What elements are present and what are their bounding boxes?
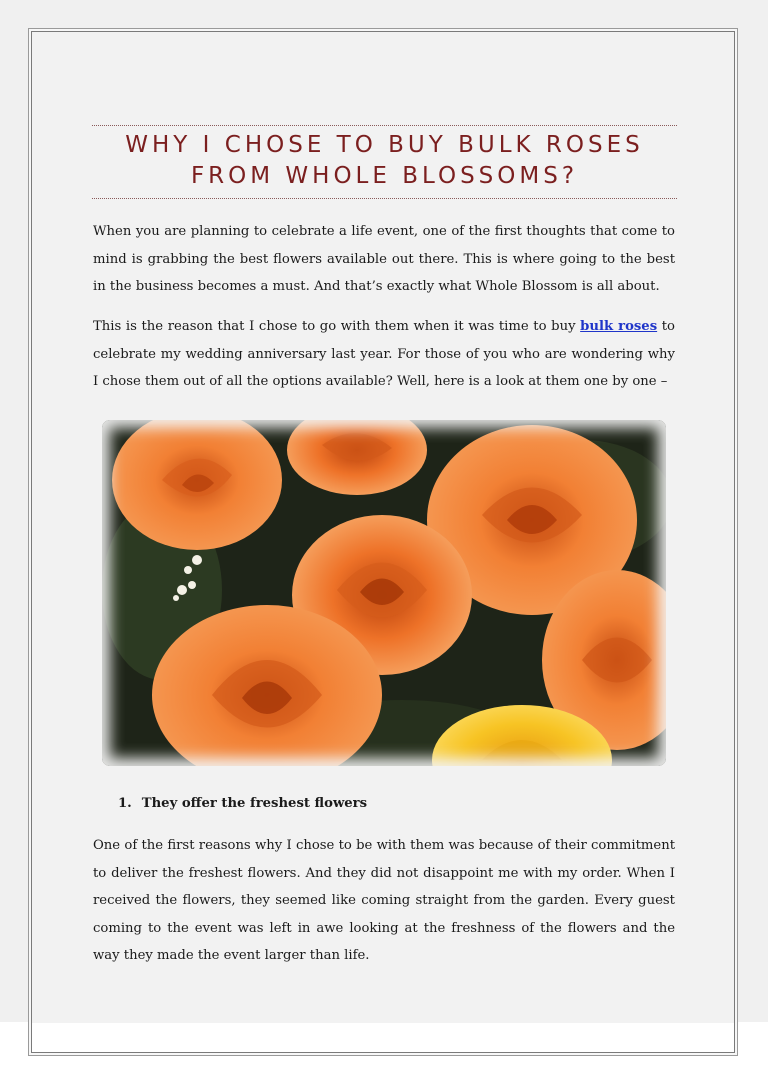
second-paragraph-text-a: This is the reason that I chose to go with them when it was time to buy bbox=[93, 319, 581, 334]
document-page bbox=[31, 31, 735, 1053]
second-paragraph bbox=[93, 313, 675, 396]
intro-paragraph: When you are planning to celebrate a life event, one of the first thoughts that come to mind is grabbing the best flowers available out there. This is where going to the best in the business becomes a must. And that’s exactly what Whole Blossom is all about. bbox=[93, 224, 675, 294]
bulk-roses-link[interactable]: bulk roses bbox=[580, 319, 658, 334]
title-line-2: FROM WHOLE BLOSSOMS? bbox=[190, 163, 579, 189]
section-1-body: One of the first reasons why I chose to be with them was because of their commitment to deliver the freshest flowers. And they did not disappoint me with my order. When I received the flowers, they seemed like coming straight from the garden. Every guest coming to the event was left in awe looking at the freshness of the flowers and the way they made the event larger than life. bbox=[93, 838, 675, 963]
title-line-1: WHY I CHOSE TO BUY BULK ROSES bbox=[125, 132, 644, 158]
section-1-heading bbox=[118, 796, 367, 811]
roses-illustration bbox=[102, 420, 666, 766]
section-1-title: They offer the freshest flowers bbox=[141, 796, 368, 811]
section-1-number: 1. bbox=[118, 796, 132, 811]
orange-roses-photo bbox=[102, 420, 666, 766]
second-paragraph-text-b: to celebrate my wedding anniversary last year. For those of you who are wondering why I chose them out of all the options available? Well, here is a look at them one by one – bbox=[93, 319, 675, 389]
page-lower-strip bbox=[32, 1023, 734, 1052]
document-title bbox=[92, 125, 677, 199]
